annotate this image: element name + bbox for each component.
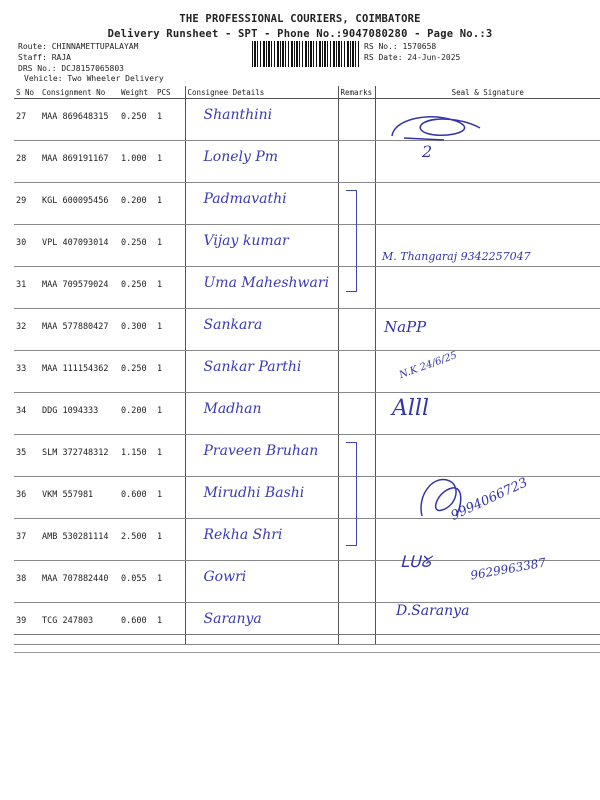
cell-remarks [338, 603, 375, 645]
table-row [14, 393, 600, 435]
signature-39: D.Saranya [396, 603, 470, 619]
cell-consignee [185, 477, 338, 519]
signature-33: N.K 24/6/25 [397, 349, 459, 382]
cell-consignee [185, 519, 338, 561]
cell-weight: 0.600 [119, 603, 155, 645]
col-consignment: Consignment No [40, 86, 119, 99]
signature-36: 9994066723 [448, 475, 531, 524]
cell-sno: 32 [14, 309, 40, 351]
cell-weight: 0.250 [119, 351, 155, 393]
consignee-handwritten-name: Shanthini [203, 107, 273, 123]
consignee-handwritten-name: Uma Maheshwari [203, 275, 330, 291]
cell-consignment: MAA 111154362 [40, 351, 119, 393]
route-label: Route: CHINNAMETTUPALAYAM [18, 42, 139, 51]
cell-seal-signature [375, 435, 600, 477]
table-row [14, 435, 600, 477]
signature-38: 9629963387 [469, 555, 547, 583]
cell-pcs: 1 [155, 183, 185, 225]
cell-pcs: 1 [155, 99, 185, 141]
consignee-handwritten-name: Padmavathi [203, 191, 287, 207]
signature-scribble [384, 108, 494, 148]
cell-remarks [338, 99, 375, 141]
cell-weight: 0.250 [119, 225, 155, 267]
col-sno: S No [14, 86, 40, 99]
col-pcs: PCS [155, 86, 185, 99]
table-row [14, 267, 600, 309]
cell-consignee [185, 393, 338, 435]
cell-sno: 39 [14, 603, 40, 645]
cell-pcs: 1 [155, 435, 185, 477]
cell-remarks [338, 141, 375, 183]
consignee-handwritten-name: Vijay kumar [203, 233, 289, 249]
signature-30: M. Thangaraj 9342257047 [382, 250, 531, 263]
cell-consignment: MAA 709579024 [40, 267, 119, 309]
cell-seal-signature [375, 183, 600, 225]
signature-38-scribble: ᒪᑌᘜ [400, 552, 431, 571]
table-bottom-rule [14, 634, 600, 635]
col-seal: Seal & Signature [375, 86, 600, 99]
signature-32: NaPP [384, 318, 427, 336]
table-row [14, 183, 600, 225]
cell-sno: 29 [14, 183, 40, 225]
report-subtitle: Delivery Runsheet - SPT - Phone No.:9047080280 - Page No.:3 [107, 28, 493, 40]
cell-consignee [185, 183, 338, 225]
cell-consignment: TCG 247803 [40, 603, 119, 645]
cell-consignment: MAA 577880427 [40, 309, 119, 351]
cell-weight: 1.000 [119, 141, 155, 183]
consignee-handwritten-name: Saranya [203, 611, 262, 627]
cell-seal-signature [375, 267, 600, 309]
cell-sno: 35 [14, 435, 40, 477]
cell-remarks [338, 351, 375, 393]
cell-sno: 38 [14, 561, 40, 603]
cell-weight: 1.150 [119, 435, 155, 477]
signature-34: Alll [392, 396, 429, 421]
cell-consignee [185, 603, 338, 645]
cell-consignee [185, 141, 338, 183]
cell-weight: 0.200 [119, 393, 155, 435]
group-bracket [346, 442, 357, 546]
table-row [14, 141, 600, 183]
cell-sno: 30 [14, 225, 40, 267]
consignee-handwritten-name: Lonely Pm [203, 149, 279, 165]
table-header [14, 86, 600, 99]
cell-weight: 0.600 [119, 477, 155, 519]
cell-pcs: 1 [155, 393, 185, 435]
col-consignee: Consignee Details [185, 86, 338, 99]
cell-weight: 0.250 [119, 267, 155, 309]
consignee-handwritten-name: Gowri [203, 569, 247, 585]
cell-weight: 0.200 [119, 183, 155, 225]
signature-28: 2 [422, 142, 433, 161]
table-row [14, 99, 600, 141]
cell-consignee [185, 561, 338, 603]
table-row [14, 519, 600, 561]
cell-sno: 31 [14, 267, 40, 309]
cell-weight: 0.055 [119, 561, 155, 603]
cell-pcs: 1 [155, 351, 185, 393]
cell-consignment: SLM 372748312 [40, 435, 119, 477]
cell-pcs: 1 [155, 309, 185, 351]
consignee-handwritten-name: Sankar Parthi [203, 359, 302, 375]
barcode [252, 41, 360, 67]
cell-consignment: AMB 530281114 [40, 519, 119, 561]
cell-consignee [185, 99, 338, 141]
cell-consignee [185, 435, 338, 477]
cell-sno: 37 [14, 519, 40, 561]
cell-sno: 36 [14, 477, 40, 519]
cell-consignment: MAA 869648315 [40, 99, 119, 141]
table-row [14, 351, 600, 393]
cell-pcs: 1 [155, 477, 185, 519]
cell-weight: 0.300 [119, 309, 155, 351]
cell-consignee [185, 225, 338, 267]
rs-date: RS Date: 24-Jun-2025 [364, 53, 461, 62]
cell-sno: 33 [14, 351, 40, 393]
cell-consignee [185, 309, 338, 351]
cell-pcs: 1 [155, 561, 185, 603]
cell-consignment: VPL 407093014 [40, 225, 119, 267]
cell-sno: 27 [14, 99, 40, 141]
cell-consignee [185, 267, 338, 309]
consignee-handwritten-name: Praveen Bruhan [203, 443, 319, 459]
cell-pcs: 1 [155, 267, 185, 309]
consignee-handwritten-name: Rekha Shri [203, 527, 283, 543]
report-title: THE PROFESSIONAL COURIERS, COIMBATORE [179, 13, 421, 25]
cell-remarks [338, 309, 375, 351]
consignee-handwritten-name: Mirudhi Bashi [203, 485, 305, 501]
cell-pcs: 1 [155, 225, 185, 267]
cell-consignment: KGL 600095456 [40, 183, 119, 225]
col-weight: Weight [119, 86, 155, 99]
cell-remarks [338, 561, 375, 603]
group-bracket [346, 190, 357, 292]
cell-consignment: VKM 557981 [40, 477, 119, 519]
consignee-handwritten-name: Madhan [203, 401, 262, 417]
staff-label: Staff: RAJA [18, 53, 71, 62]
cell-sno: 28 [14, 141, 40, 183]
cell-weight: 2.500 [119, 519, 155, 561]
cell-consignee [185, 351, 338, 393]
table-row [14, 603, 600, 645]
cell-weight: 0.250 [119, 99, 155, 141]
col-remarks: Remarks [338, 86, 375, 99]
cell-consignment: DDG 1094333 [40, 393, 119, 435]
drs-number: DRS No.: DCJ8157065803 [18, 64, 124, 73]
vehicle-label: Vehicle: Two Wheeler Delivery [24, 74, 164, 83]
consignee-handwritten-name: Sankara [203, 317, 263, 333]
cell-sno: 34 [14, 393, 40, 435]
cell-remarks [338, 393, 375, 435]
page-rule [14, 652, 600, 653]
cell-pcs: 1 [155, 519, 185, 561]
cell-pcs: 1 [155, 141, 185, 183]
rs-number: RS No.: 1570658 [364, 42, 437, 51]
cell-consignment: MAA 707882440 [40, 561, 119, 603]
cell-consignment: MAA 869191167 [40, 141, 119, 183]
cell-pcs: 1 [155, 603, 185, 645]
table-row [14, 309, 600, 351]
